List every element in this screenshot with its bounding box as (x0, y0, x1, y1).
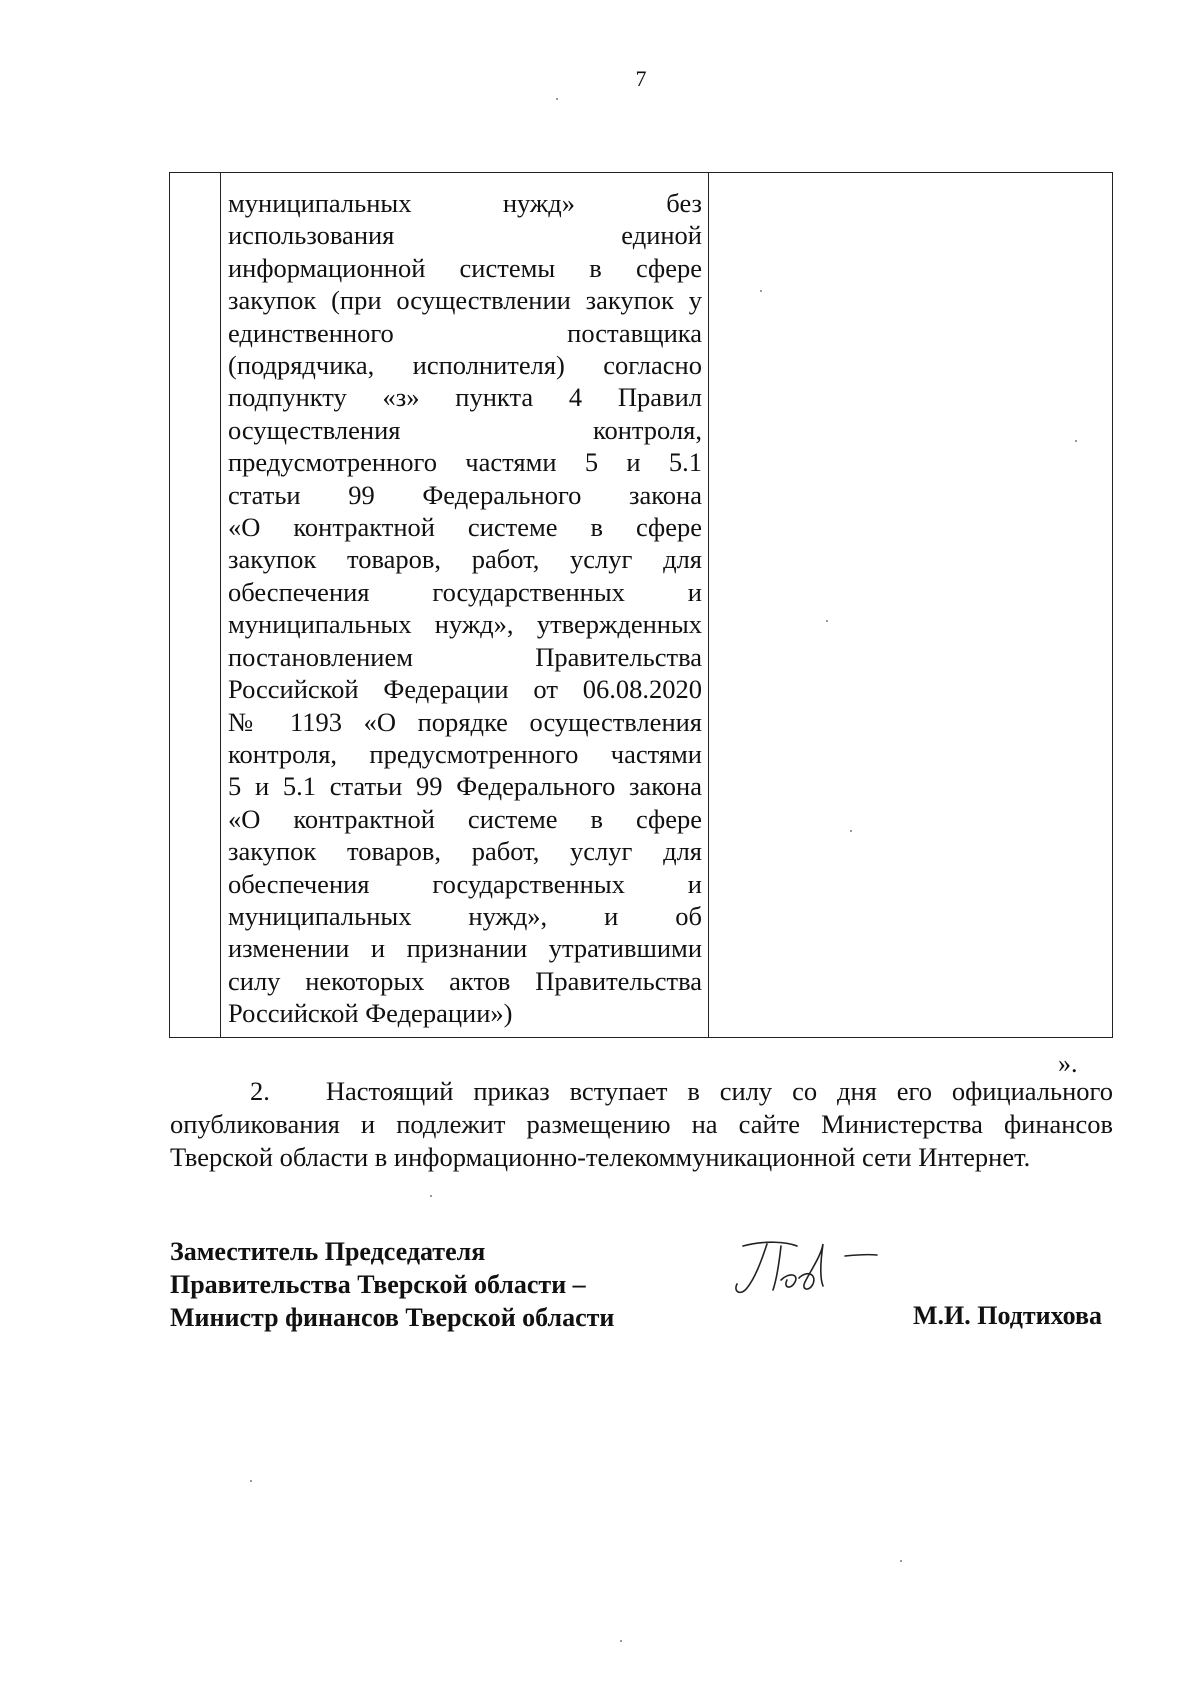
table-text-line: № 1193 «О порядке осуществления (228, 706, 702, 737)
document-table (169, 172, 1113, 1038)
signatory-title-line: Правительства Тверской области – (170, 1270, 586, 1299)
table-text-line: Российской Федерации от 06.08.2020 (228, 674, 702, 705)
table-text-line: муниципальных нужд», утвержденных (228, 609, 702, 640)
scan-speck (850, 830, 852, 832)
table-text-line: обеспечения государственных и (228, 576, 702, 607)
table-text-line: муниципальных нужд» без (228, 188, 702, 218)
paragraph-line (170, 1075, 1113, 1108)
scan-speck (826, 620, 828, 622)
table-text-line: «О контрактной системе в сфере (228, 803, 702, 834)
table-text-line: статьи 99 Федерального закона (228, 479, 702, 510)
table-text-line: использования единой (228, 220, 702, 251)
paragraph-line: опубликования и подлежит размещению на сайте Министерства финансов (170, 1109, 1113, 1139)
table-text-line: закупок товаров, работ, услуг для (228, 544, 702, 575)
table-row (170, 173, 1113, 1038)
table-text-line: информационной системы в сфере (228, 252, 702, 283)
table-text-line: подпункту «з» пункта 4 Правил (228, 382, 702, 413)
paragraph-2 (170, 1075, 1113, 1174)
signatory-title-line: Заместитель Председателя (170, 1237, 486, 1266)
paragraph-number: 2. (250, 1076, 270, 1106)
table-text-line: закупок товаров, работ, услуг для (228, 836, 702, 867)
table-text-line: Российской Федерации») (228, 998, 513, 1029)
table-text-line: контроля, предусмотренного частями (228, 738, 702, 769)
table-text-line: обеспечения государственных и (228, 868, 702, 899)
table-text-line: (подрядчика, исполнителя) согласно (228, 350, 702, 381)
table-text-line: изменении и признании утратившими (228, 933, 702, 964)
scan-speck (556, 98, 558, 100)
table-text-line: предусмотренного частями 5 и 5.1 (228, 447, 702, 478)
signatory-title (170, 1235, 614, 1334)
table-text-line: силу некоторых актов Правительства (228, 965, 702, 996)
signer-name: М.И. Подтихова (913, 1301, 1103, 1330)
scan-speck (250, 1480, 252, 1482)
page-number: 7 (635, 66, 647, 91)
handwritten-signature (725, 1234, 895, 1304)
signatory-title-line: Министр финансов Тверской области (170, 1303, 615, 1332)
table-text-line: постановлением Правительства (228, 641, 702, 672)
table-cell-text (221, 173, 708, 1030)
scan-speck (430, 1195, 432, 1197)
scan-speck (1075, 440, 1077, 442)
table-cell-number (170, 173, 221, 1038)
scan-speck (760, 290, 762, 292)
table-cell-description (221, 173, 709, 1038)
closing-quote: ». (1058, 1049, 1078, 1078)
table-text-line: осуществления контроля, (228, 414, 702, 445)
table-text-line: закупок (при осуществлении закупок у (228, 285, 702, 316)
paragraph-line: Тверской области в информационно-телекоммуникационной сети Интернет. (170, 1142, 1031, 1172)
table-text-line: единственного поставщика (228, 317, 702, 348)
paragraph-line-text: Настоящий приказ вступает в силу со дня его официального (325, 1076, 1113, 1106)
table-text-line: 5 и 5.1 статьи 99 Федерального закона (228, 771, 702, 802)
scan-speck (620, 1640, 622, 1642)
table-cell-empty (709, 173, 1113, 1038)
scan-speck (900, 1560, 902, 1562)
table-text-line: «О контрактной системе в сфере (228, 512, 702, 543)
table-text-line: муниципальных нужд», и об (228, 900, 702, 931)
